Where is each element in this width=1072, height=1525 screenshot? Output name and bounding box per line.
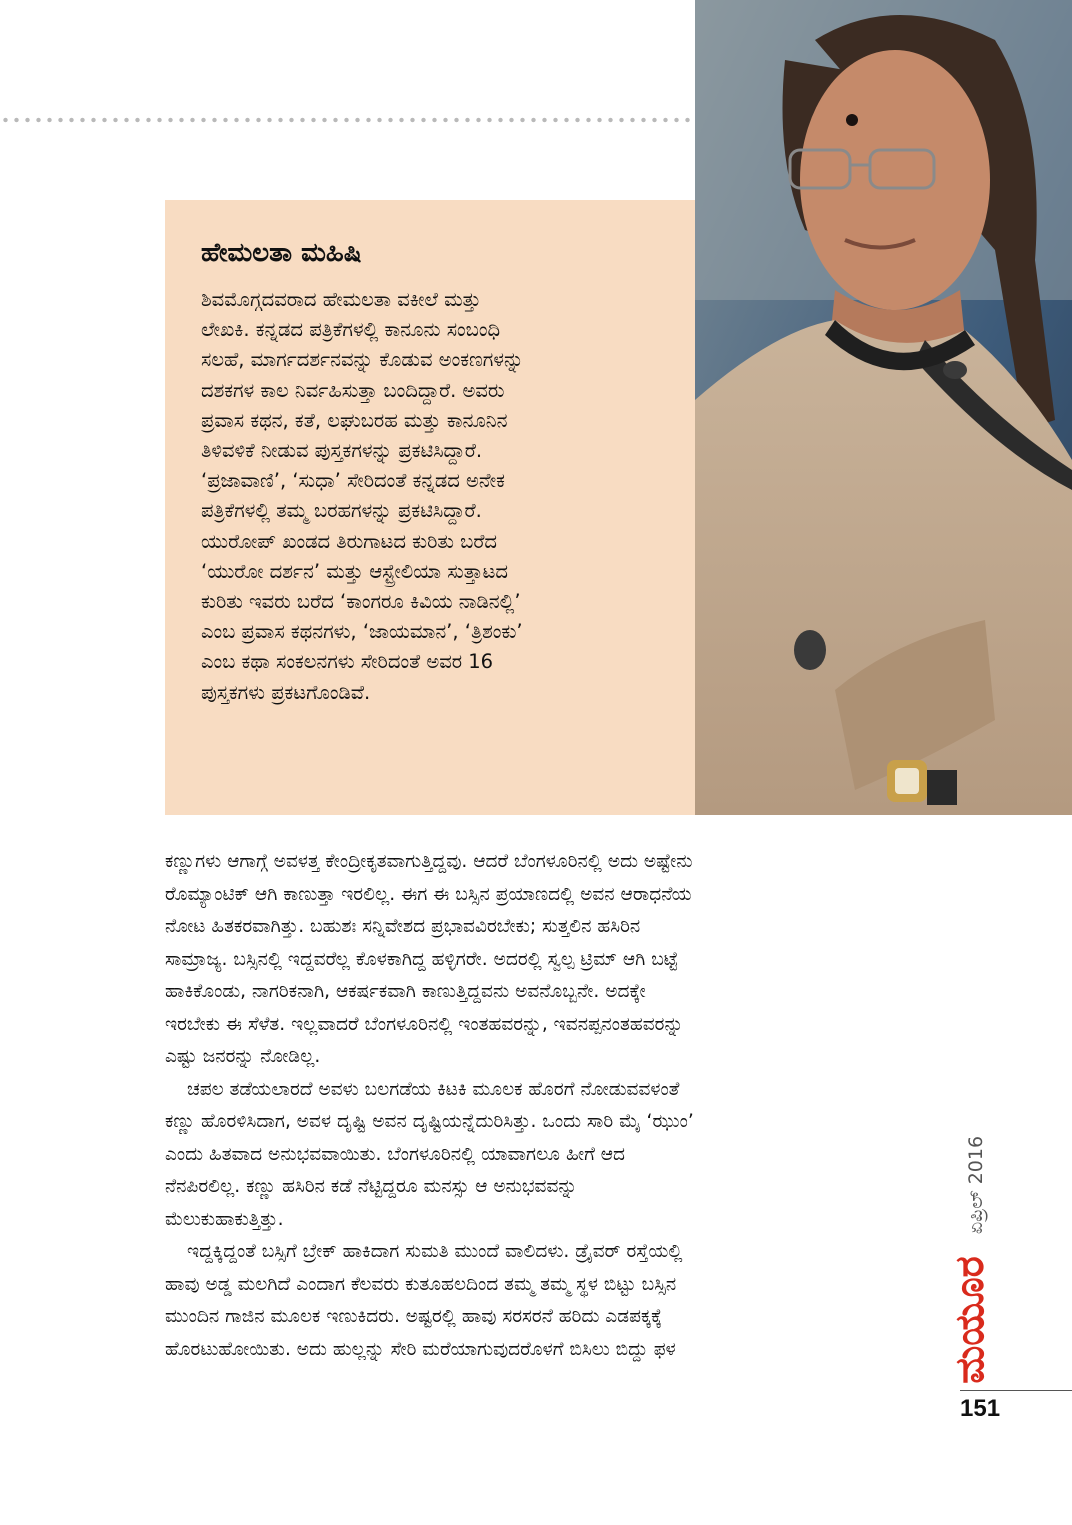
article-line: ನೋಟ ಹಿತಕರವಾಗಿತ್ತು. ಬಹುಶಃ ಸನ್ನಿವೇಶದ ಪ್ರಭಾವವಿರಬೇಕು; ಸುತ್ತಲಿನ ಹಸಿರಿನ — [165, 916, 641, 937]
bio-line: ಪುಸ್ತಕಗಳು ಪ್ರಕಟಗೊಂಡಿವೆ. — [201, 680, 371, 704]
author-bio-text — [201, 285, 675, 708]
bio-line: ಯುರೋಪ್ ಖಂಡದ ತಿರುಗಾಟದ ಕುರಿತು ಬರೆದ — [201, 529, 498, 553]
article-line: ಹೊರಟುಹೋಯಿತು. ಅದು ಹುಲ್ಲನ್ನು ಸೇರಿ ಮರೆಯಾಗುವುದರೊಳಗೆ ಬಿಸಿಲು ಬಿದ್ದು ಫಳ — [165, 1338, 676, 1360]
article-line: ಚಪಲ ತಡೆಯಲಾರದೆ ಅವಳು ಬಲಗಡೆಯ ಕಿಟಕಿ ಮೂಲಕ ಹೊರಗೆ ನೋಡುವವಳಂತೆ — [187, 1078, 680, 1100]
article-line: ರೊಮ್ಯಾಂಟಿಕ್ ಆಗಿ ಕಾಣುತ್ತಾ ಇರಲಿಲ್ಲ. ಈಗ ಈ ಬಸ್ಸಿನ ಪ್ರಯಾಣದಲ್ಲಿ ಅವನ ಆರಾಧನೆಯ — [165, 883, 692, 905]
article-line: ಇರಬೇಕು ಈ ಸೆಳೆತ. ಇಲ್ಲವಾದರೆ ಬೆಂಗಳೂರಿನಲ್ಲಿ ಇಂತಹವರನ್ನು, ಇವನಪ್ಪನಂತಹವರನ್ನು — [165, 1013, 684, 1035]
bio-line: ‘ಯುರೋ ದರ್ಶನ’ ಮತ್ತು ಆಸ್ಟ್ರೇಲಿಯಾ ಸುತ್ತಾಟದ — [201, 559, 508, 583]
bio-line: ಕುರಿತು ಇವರು ಬರೆದ ‘ಕಾಂಗರೂ ಕಿವಿಯ ನಾಡಿನಲ್ಲಿ’ — [201, 590, 521, 614]
article-body — [165, 846, 915, 1366]
article-line: ಹಾವು ಅಡ್ಡ ಮಲಗಿದೆ ಎಂದಾಗ ಕೆಲವರು ಕುತೂಹಲದಿಂದ ತಮ್ಮ ತಮ್ಮ ಸ್ಥಳ ಬಿಟ್ಟು ಬಸ್ಸಿನ — [165, 1273, 677, 1295]
bio-line: ಲೇಖಕಿ. ಕನ್ನಡದ ಪತ್ರಿಕೆಗಳಲ್ಲಿ ಕಾನೂನು ಸಂಬಂಧಿ — [201, 318, 501, 342]
article-line: ಮೆಲುಕುಹಾಕುತ್ತಿತ್ತು. — [165, 1208, 284, 1230]
bio-line: ಎಂಬ ಪ್ರವಾಸ ಕಥನಗಳು, ‘ಜಾಯಮಾನ’, ‘ತ್ರಿಶಂಕು’ — [201, 620, 523, 644]
magazine-logo — [940, 1250, 1000, 1390]
bio-line: ದಶಕಗಳ ಕಾಲ ನಿರ್ವಹಿಸುತ್ತಾ ಬಂದಿದ್ದಾರೆ. ಅವರು — [201, 378, 505, 402]
bio-line: ಪತ್ರಿಕೆಗಳಲ್ಲಿ ತಮ್ಮ ಬರಹಗಳನ್ನು ಪ್ರಕಟಿಸಿದ್ದಾರೆ. — [201, 499, 482, 523]
page-number: 151 — [960, 1395, 1001, 1422]
article-line: ಎಷ್ಟು ಜನರನ್ನು ನೋಡಿಲ್ಲ. — [165, 1046, 321, 1067]
bio-line: ಎಂಬ ಕಥಾ ಸಂಕಲನಗಳು ಸೇರಿದಂತೆ ಅವರ 16 — [201, 650, 494, 674]
author-bio-box — [165, 200, 695, 815]
article-line: ಮುಂದಿನ ಗಾಜಿನ ಮೂಲಕ ಇಣುಕಿದರು. ಅಷ್ಟರಲ್ಲಿ ಹಾವು ಸರಸರನೆ ಹರಿದು ಎಡಪಕ್ಕಕ್ಕೆ — [165, 1306, 663, 1327]
bio-line: ಶಿವಮೊಗ್ಗದವರಾದ ಹೇಮಲತಾ ವಕೀಲೆ ಮತ್ತು — [201, 288, 481, 311]
article-line: ಕಣ್ಣು ಹೊರಳಿಸಿದಾಗ, ಅವಳ ದೃಷ್ಟಿ ಅವನ ದೃಷ್ಟಿಯನ್ನೆದುರಿಸಿತ್ತು. ಒಂದು ಸಾರಿ ಮೈ ‘ಝುಂ’ — [165, 1111, 694, 1132]
author-name: ಹೇಮಲತಾ ಮಹಿಷಿ — [201, 238, 362, 268]
magazine-logo-text: ಮಯೂರ — [947, 1256, 993, 1384]
article-line: ಕಣ್ಣುಗಳು ಆಗಾಗ್ಗೆ ಅವಳತ್ತ ಕೇಂದ್ರೀಕೃತವಾಗುತ್ತಿದ್ದವು. ಆದರೆ ಬೆಂಗಳೂರಿನಲ್ಲಿ ಅದು ಅಷ್ಟೇನು — [165, 851, 693, 872]
bio-line: ‘ಪ್ರಜಾವಾಣಿ’, ‘ಸುಧಾ’ ಸೇರಿದಂತೆ ಕನ್ನಡದ ಅನೇಕ — [201, 469, 505, 493]
author-photo — [695, 0, 1072, 815]
issue-date — [956, 1130, 996, 1240]
article-line: ಸಾಮ್ರಾಜ್ಯ. ಬಸ್ಸಿನಲ್ಲಿ ಇದ್ದವರೆಲ್ಲ ಕೊಳಕಾಗಿದ್ದ ಹಳ್ಳಿಗರೇ. ಅದರಲ್ಲಿ ಸ್ವಲ್ಪ ಟ್ರಿಮ್ ಆಗಿ ಬಟ್ಟೆ — [165, 948, 679, 970]
article-line: ನೆನಪಿರಲಿಲ್ಲ. ಕಣ್ಣು ಹಸಿರಿನ ಕಡೆ ನೆಟ್ಟಿದ್ದರೂ ಮನಸ್ಸು ಆ ಅನುಭವವನ್ನು — [165, 1176, 578, 1197]
article-line: ಇದ್ದಕ್ಕಿದ್ದಂತೆ ಬಸ್ಸಿಗೆ ಬ್ರೇಕ್ ಹಾಕಿದಾಗ ಸುಮತಿ ಮುಂದೆ ವಾಲಿದಳು. ಡ್ರೈವರ್ ರಸ್ತೆಯಲ್ಲಿ — [187, 1241, 683, 1262]
article-line: ಹಾಕಿಕೊಂಡು, ನಾಗರಿಕನಾಗಿ, ಆಕರ್ಷಕವಾಗಿ ಕಾಣುತ್ತಿದ್ದವನು ಅವನೊಬ್ಬನೇ. ಅದಕ್ಕೇ — [165, 981, 646, 1002]
dotted-divider — [0, 116, 690, 124]
bio-line: ಸಲಹೆ, ಮಾರ್ಗದರ್ಶನವನ್ನು ಕೊಡುವ ಅಂಕಣಗಳನ್ನು — [201, 348, 524, 372]
page-number-rule — [960, 1390, 1072, 1391]
issue-date-text: ಏಪ್ರಿಲ್ 2016 — [965, 1135, 987, 1235]
bio-line: ತಿಳಿವಳಿಕೆ ನೀಡುವ ಪುಸ್ತಕಗಳನ್ನು ಪ್ರಕಟಿಸಿದ್ದಾರೆ. — [201, 439, 483, 463]
article-line: ಎಂದು ಹಿತವಾದ ಅನುಭವವಾಯಿತು. ಬೆಂಗಳೂರಿನಲ್ಲಿ ಯಾವಾಗಲೂ ಹೀಗೆ ಆದ — [165, 1143, 626, 1165]
bio-line: ಪ್ರವಾಸ ಕಥನ, ಕತೆ, ಲಘುಬರಹ ಮತ್ತು ಕಾನೂನಿನ — [201, 408, 508, 432]
